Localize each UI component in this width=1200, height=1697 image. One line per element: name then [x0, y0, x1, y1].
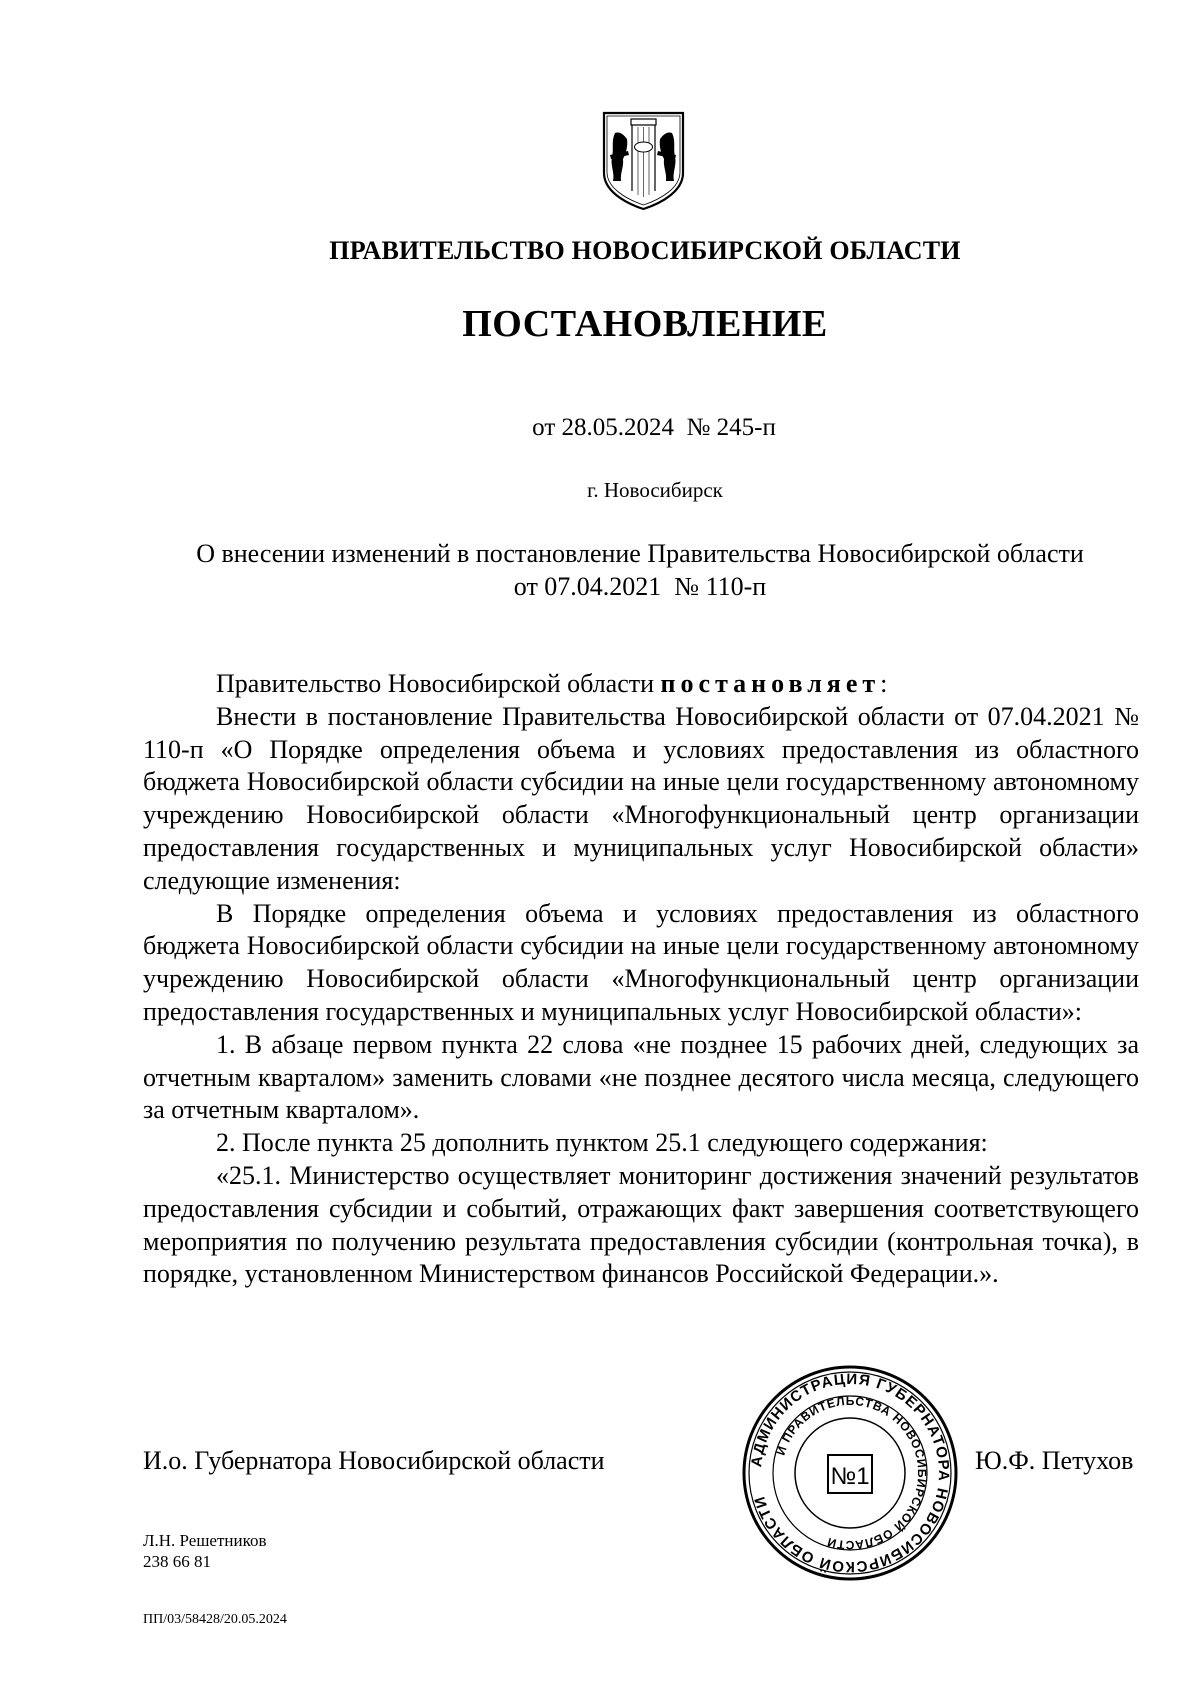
signatory-name: Ю.Ф. Петухов: [975, 1446, 1134, 1475]
body-paragraph-1: Внести в постановление Правительства Новосибирской области от 07.04.2021 № 110-п «О Порядке определения объема и условиях предоставления из областного бюджета Новосибирской области субсидии на иные цели государственному автономному учреждению Новосибирской области «Многофункциональный центр организации предоставления государственных и муниципальных услуг Новосибирской области» следующие изменения:: [143, 701, 1139, 895]
novosibirsk-coat-of-arms-icon: [602, 111, 685, 211]
executor-phone: 238 66 81: [143, 1552, 211, 1571]
document-body: [143, 668, 1139, 1291]
registration-number: ПП/03/58428/20.05.2024: [143, 1612, 287, 1627]
stamp-outer-text: АДМИНИСТРАЦИЯ ГУБЕРНАТОРА НОВОСИБИРСКОЙ ОБЛАСТИ: [748, 1370, 953, 1576]
body-paragraph-2: В Порядке определения объема и условиях предоставления из областного бюджета Новосибирской области субсидии на иные цели государственному автономному учреждению Новосибирской области «Многофункциональный центр организации предоставления государственных и муниципальных услуг Новосибирской области»:: [143, 898, 1139, 1026]
decree-end: :: [880, 669, 888, 698]
stamp-number: №1: [830, 1463, 870, 1490]
decree-intro: Правительство Новосибирской области: [216, 669, 661, 698]
stamp-inner-text: И ПРАВИТЕЛЬСТВА НОВОСИБИРСКОЙ ОБЛАСТИ: [773, 1393, 930, 1553]
executor-block: [143, 1530, 267, 1572]
city-line: г. Новосибирск: [587, 478, 723, 502]
decree-word: постановляет: [660, 669, 881, 698]
subject-line-1: О внесении изменений в постановление Правительства Новосибирской области: [196, 539, 1084, 568]
document-date-number: от 28.05.2024 № 245-п: [532, 414, 776, 441]
signatory-role: И.о. Губернатора Новосибирской области: [143, 1446, 605, 1475]
organization-title: ПРАВИТЕЛЬСТВО НОВОСИБИРСКОЙ ОБЛАСТИ: [329, 236, 961, 265]
official-stamp-icon: [740, 1363, 960, 1583]
document-type-title: ПОСТАНОВЛЕНИЕ: [462, 303, 828, 345]
body-paragraph-4: 2. После пункта 25 дополнить пунктом 25.1 следующего содержания:: [216, 1128, 988, 1158]
body-paragraph-3: 1. В абзаце первом пункта 22 слова «не позднее 15 рабочих дней, следующих за отчетным кварталом» заменить словами «не позднее десятого числа месяца, следующего за отчетным кварталом».: [143, 1029, 1139, 1125]
executor-name: Л.Н. Решетников: [143, 1531, 267, 1550]
decree-paragraph: [143, 668, 1139, 701]
subject-line-2: от 07.04.2021 № 110-п: [513, 572, 767, 601]
document-subject: [140, 537, 1140, 603]
body-paragraph-5: «25.1. Министерство осуществляет мониторинг достижения значений результатов предоставления субсидии и событий, отражающих факт завершения соответствующего мероприятия по получению результата предоставления субсидии (контрольная точка), в порядке, установленном Министерством финансов Российской Федерации.».: [143, 1160, 1139, 1289]
